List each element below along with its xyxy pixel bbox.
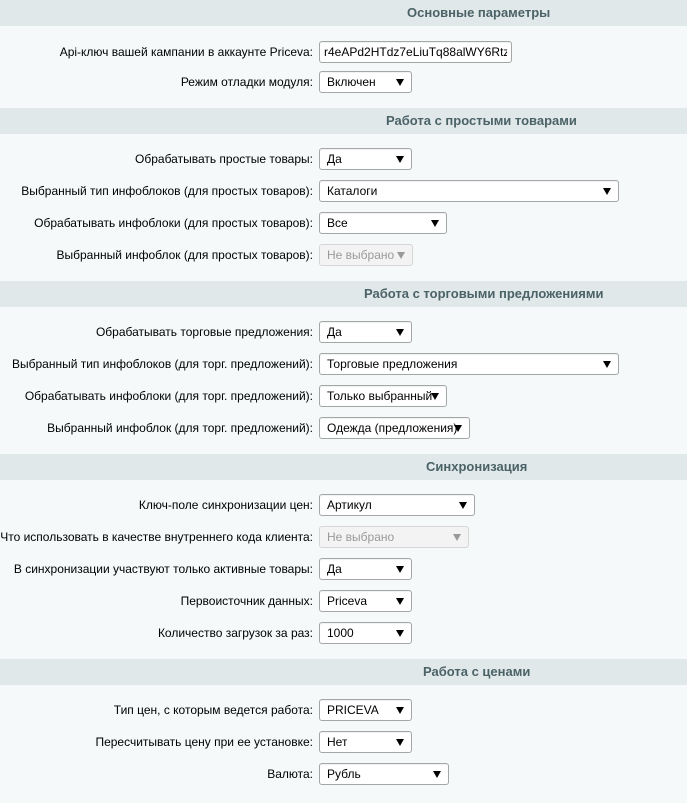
chevron-down-icon [431,393,439,400]
select-value: Каталоги [327,184,378,198]
iblock-simple-label: Выбранный инфоблок (для простых товаров): [56,248,313,262]
sync-key-label: Ключ-поле синхронизации цен: [138,498,313,512]
iblock-simple-select [319,244,413,266]
process-iblocks-offers-label: Обрабатывать инфоблоки (для торг. предложений): [24,389,313,403]
row-api-key [0,26,687,66]
batch-size-select[interactable] [319,622,412,644]
section-title: Работа с простыми товарами [386,113,577,128]
sync-key-select[interactable] [319,494,475,516]
chevron-down-icon [397,252,405,259]
debug-mode-select[interactable] [319,71,412,93]
batch-size-label: Количество загрузок за раз: [157,626,313,640]
process-simple-label: Обрабатывать простые товары: [135,152,313,166]
row-price-type [0,694,687,726]
select-value: Торговые предложения [327,357,458,371]
select-value: Не выбрано [327,248,395,262]
select-value: Да [327,325,342,339]
process-iblocks-offers-select[interactable] [319,385,447,407]
row-recalc-price [0,726,687,758]
process-iblocks-simple-label: Обрабатывать инфоблоки (для простых товаров): [34,216,313,230]
row-process-iblocks-simple [0,207,687,239]
row-iblock-simple [0,239,687,271]
select-value: Одежда (предложения) [327,421,458,435]
section-title: Работа с торговыми предложениями [364,286,604,301]
section-simple-products [0,108,687,281]
chevron-down-icon [431,220,439,227]
price-type-label: Тип цен, с которым ведется работа: [113,703,313,717]
iblock-offers-select[interactable] [319,417,470,439]
iblock-type-offers-select[interactable] [319,353,619,375]
row-process-offers [0,316,687,348]
select-value: Все [327,216,348,230]
section-trade-offers [0,281,687,454]
client-code-select [319,526,469,548]
chevron-down-icon [396,156,404,163]
section-header [0,281,687,307]
row-iblock-type-offers [0,348,687,380]
section-header [0,0,687,26]
row-process-iblocks-offers [0,380,687,412]
select-value: Включен [327,75,376,89]
section-prices [0,659,687,803]
section-title: Работа с ценами [423,664,531,679]
select-value: Рубль [327,767,361,781]
active-only-select[interactable] [319,558,412,580]
iblock-type-simple-label: Выбранный тип инфоблоков (для простых товаров): [21,184,313,198]
row-process-simple [0,143,687,175]
row-currency [0,758,687,790]
process-offers-label: Обрабатывать торговые предложения: [95,325,313,339]
recalc-price-select[interactable] [319,731,412,753]
currency-label: Валюта: [267,767,313,781]
client-code-label: Что использовать в качестве внутреннего кода клиента: [0,530,313,544]
chevron-down-icon [603,361,611,368]
api-key-label: Api-ключ вашей кампании в аккаунте Priceva: [59,45,313,59]
section-header [0,108,687,134]
row-iblock-type-simple [0,175,687,207]
select-value: Только выбранный [327,389,433,403]
currency-select[interactable] [319,763,449,785]
section-sync [0,454,687,659]
chevron-down-icon [396,707,404,714]
row-data-source [0,585,687,617]
process-offers-select[interactable] [319,321,412,343]
select-value: Артикул [327,498,372,512]
row-debug-mode [0,66,687,98]
section-header [0,454,687,480]
select-value: Не выбрано [327,530,395,544]
select-value: Да [327,562,342,576]
select-value: PRICEVA [327,703,379,717]
select-value: Priceva [327,594,368,608]
data-source-select[interactable] [319,590,412,612]
row-iblock-offers [0,412,687,444]
price-type-select[interactable] [319,699,412,721]
chevron-down-icon [396,598,404,605]
row-active-only [0,553,687,585]
chevron-down-icon [433,771,441,778]
select-value: 1000 [327,626,354,640]
api-key-input[interactable] [319,41,512,63]
section-title: Основные параметры [407,5,551,20]
iblock-type-simple-select[interactable] [319,180,619,202]
process-iblocks-simple-select[interactable] [319,212,447,234]
section-title: Синхронизация [426,459,528,474]
iblock-offers-label: Выбранный инфоблок (для торг. предложений): [47,421,313,435]
iblock-type-offers-label: Выбранный тип инфоблоков (для торг. предложений): [11,357,313,371]
chevron-down-icon [454,425,462,432]
recalc-price-label: Пересчитывать цену при ее установке: [95,735,313,749]
active-only-label: В синхронизации участвуют только активные товары: [13,562,313,576]
chevron-down-icon [603,188,611,195]
chevron-down-icon [396,739,404,746]
section-header [0,659,687,685]
chevron-down-icon [396,630,404,637]
chevron-down-icon [459,502,467,509]
chevron-down-icon [396,329,404,336]
debug-mode-label: Режим отладки модуля: [180,75,313,89]
section-main-params [0,0,687,108]
row-sync-key [0,489,687,521]
select-value: Да [327,152,342,166]
chevron-down-icon [396,79,404,86]
row-client-code [0,521,687,553]
chevron-down-icon [396,566,404,573]
data-source-label: Первоисточник данных: [180,594,313,608]
process-simple-select[interactable] [319,148,412,170]
row-batch-size [0,617,687,649]
select-value: Нет [327,735,348,749]
chevron-down-icon [453,534,461,541]
